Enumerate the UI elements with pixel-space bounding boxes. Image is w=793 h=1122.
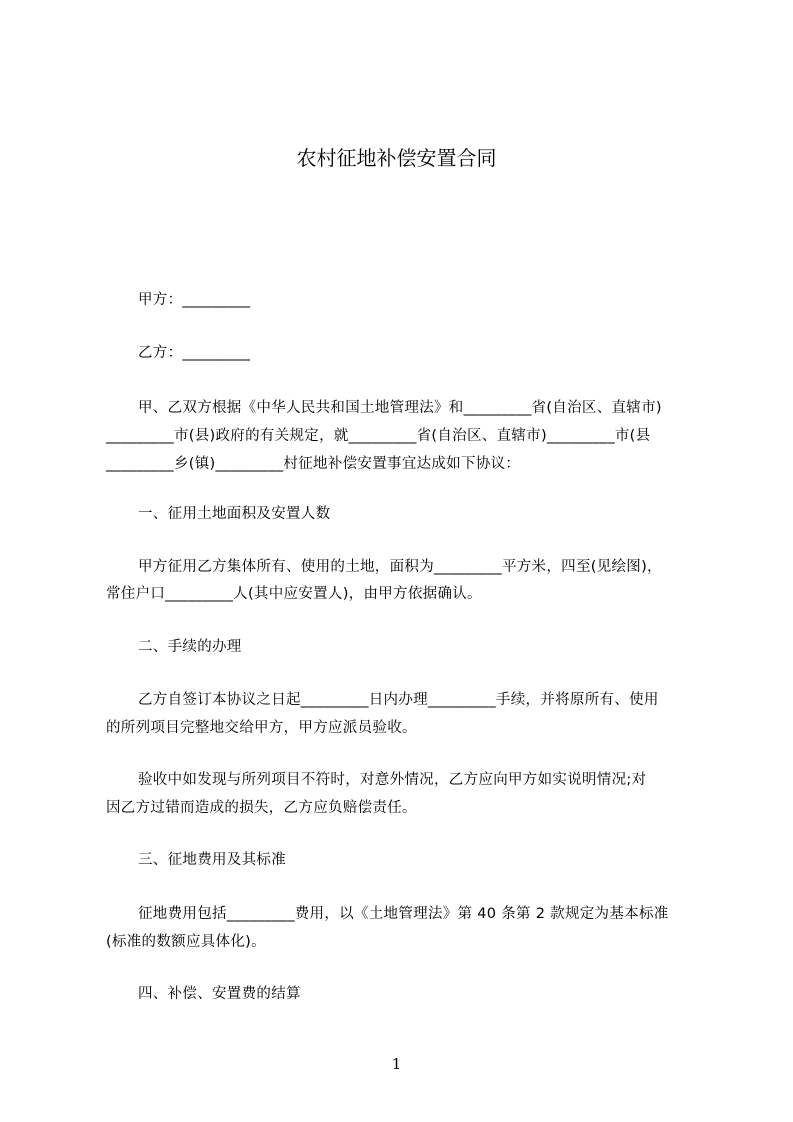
- section-heading: 二、手续的办理: [138, 639, 242, 655]
- paragraph-line: 征地费用包括_________费用，以《土地管理法》第 40 条第 2 款规定为基本标准: [138, 906, 669, 922]
- paragraph-line: 的所列项目完整地交给甲方，甲方应派员验收。: [106, 720, 417, 736]
- paragraph-line: 验收中如发现与所列项目不符时，对意外情况，乙方应向甲方如实说明情况;对: [138, 772, 647, 788]
- party-a-line: 甲方：_________: [138, 292, 251, 308]
- section-heading: 四、补偿、安置费的结算: [138, 986, 301, 1002]
- party-b-line: 乙方：_________: [138, 345, 251, 361]
- section-heading: 三、征地费用及其标准: [138, 852, 286, 868]
- paragraph-line: 乙方自签订本协议之日起_________日内办理_________手续，并将原所有、使用: [138, 692, 659, 708]
- paragraph-line: (标准的数额应具体化)。: [106, 934, 266, 950]
- paragraph-line: 因乙方过错而造成的损失，乙方应负赔偿责任。: [106, 800, 417, 816]
- page-title: 农村征地补偿安置合同: [296, 146, 497, 170]
- paragraph-line: 甲、乙双方根据《中华人民共和国土地管理法》和_________省(自治区、直辖市): [138, 400, 662, 416]
- paragraph-line: 常住户口_________人(其中应安置人)，由甲方依据确认。: [106, 586, 482, 602]
- section-heading: 一、征用土地面积及安置人数: [138, 506, 331, 522]
- paragraph-line: _________市(县)政府的有关规定，就_________省(自治区、直辖市)_________市(县: [106, 428, 651, 444]
- paragraph-line: 甲方征用乙方集体所有、使用的土地，面积为_________平方米，四至(见绘图)，: [138, 559, 662, 575]
- paragraph-line: _________乡(镇)_________村征地补偿安置事宜达成如下协议：: [106, 456, 521, 472]
- page-number: 1: [391, 1055, 402, 1073]
